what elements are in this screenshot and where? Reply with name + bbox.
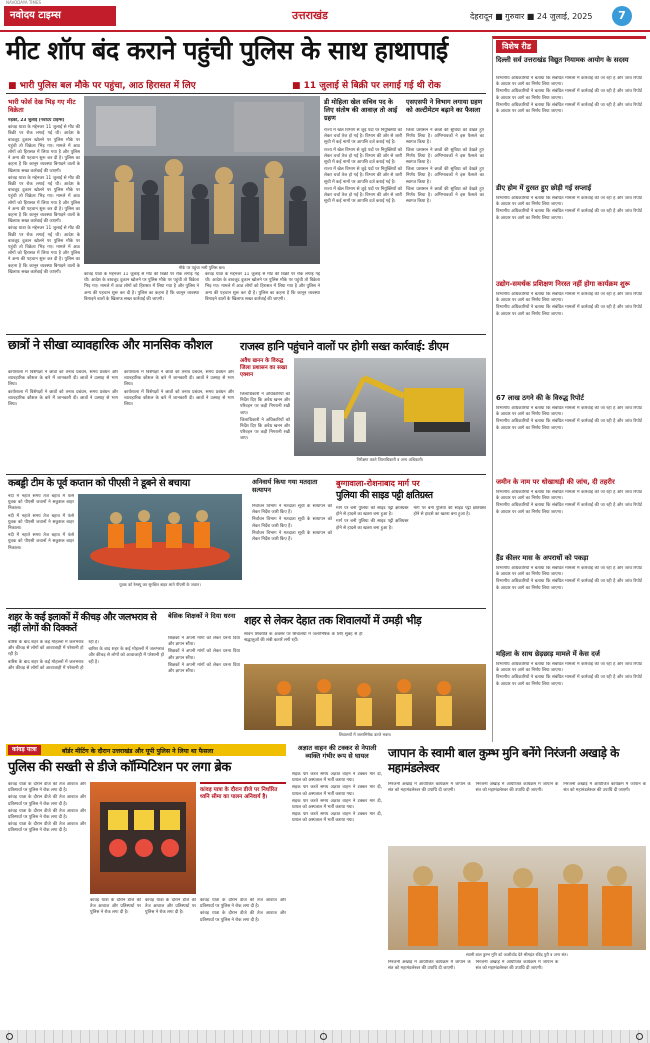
mandatory-headline: अनिवार्य किया गया मतदाता सत्यापन: [252, 478, 318, 494]
story-wages-body-text-2: राज्य में खेल विभाग से जुड़े पदों पर नियुक्तियों को लेकर चर्चा तेज हो गई है। विभाग की ओर से जारी सूची में कई नामों पर आपत्ति दर्ज कराई गई है।: [324, 147, 402, 166]
road-body-text-2: मार्ग पर बनी पुलिया की साइड पट्टी क्षतिग्रस्त होने से हादसे का खतरा बना हुआ है।: [336, 519, 409, 531]
mud-body-text: बारिश के बाद शहर के कई मोहल्लों में जलभराव और कीचड़ से लोगों को आवाजाही में परेशानी हो रही है।: [8, 640, 84, 658]
skills-body-text: कार्यशाला में विशेषज्ञों ने छात्रों को तनाव प्रबंधन, समय प्रबंधन और व्यावहारिक कौशल के बारे में जानकारी दी। छात्रों ने उत्साह से भाग लिया।: [8, 370, 118, 388]
lead-body-lower: [84, 272, 320, 332]
dj-headline: पुलिस की सख्ती से डीजे कॉम्पिटिशन पर लगा ब्रेक: [8, 760, 231, 775]
sidebar-body-4-text: विभागीय अधिकारियों ने बताया कि संबंधित मामलों में कार्रवाई की जा रही है और जांच रिपोर्ट के आधार पर आगे का निर्णय लिया जाएगा।: [496, 406, 642, 418]
sidebar-item5-headline: हैंड कीलर मास के अपराधों को पकड़ा: [496, 554, 589, 562]
lead-rule: [6, 93, 486, 94]
dm-body-text: जिलाधिकारी ने अधिकारियों को निर्देश दिए कि अवैध खनन और परिवहन पर कड़ी निगरानी रखी जाए।: [240, 392, 290, 416]
kumbh-body: [388, 782, 646, 842]
sidebar-body-6-text: विभागीय अधिकारियों ने बताया कि संबंधित मामलों में कार्रवाई की जा रही है और जांच रिपोर्ट के आधार पर आगे का निर्णय लिया जाएगा।: [496, 566, 642, 578]
sidebar-body-6: [496, 566, 642, 646]
skills-body: [8, 370, 234, 468]
sidebar-item4-headline: जमीन के नाम पर धोखाधड़ी की जांच, दी तहरीर: [496, 478, 615, 486]
masthead: [0, 0, 650, 32]
truck-headline: अज्ञात वाहन की टक्कर से नेपाली व्यक्ति गंभीर रूप से घायल: [297, 744, 377, 760]
registration-mark-left: [6, 1033, 13, 1040]
dj-body-right-text-2: कांवड़ यात्रा के दौरान डीजे की तेज आवाज और प्रतिस्पर्धा पर पुलिस ने रोक लगा दी है।: [200, 911, 286, 923]
road-kicker: बुग्गावाला-रोशनाबाद मार्ग पर: [336, 479, 420, 488]
story-students-headline: एसएसपी ने विभाग लगाया ग्रहण को अल्टीमेटम बढ़ाने का फैसला: [406, 98, 483, 114]
kumbh-body-text-2: निरंजनी अखाड़े में आयोजित कार्यक्रम में जापान के संत को महामंडलेश्वर की उपाधि दी जाएगी।: [475, 782, 559, 794]
lead-body-lower-text-2: कांवड़ यात्रा के मद्देनजर 11 जुलाई से मीट की बिक्री पर रोक लगाई गई थी। आदेश के बावजूद दुकान खोलने पर पुलिस मौके पर पहुंची तो विक्रेता भिड़ गए। मामले में आठ लोगों को हिरासत में लिया गया है और पुलिस ने अन्य की पहचान शुरू कर दी है। पुलिस का कहना है कि कानून व्यवस्था बिगाड़ने वालों के खिलाफ सख्त कार्रवाई की जाएगी।: [205, 272, 320, 302]
kabaddi-body-text-3: नदी में नहाते समय तेज बहाव में फंसे युवक को पीएसी जवानों ने सकुशल बाहर निकाला।: [8, 533, 74, 551]
mandatory-body: [252, 504, 332, 606]
dj-body: [8, 782, 86, 1022]
dm-photo-caption: निरीक्षण करते जिलाधिकारी व अन्य अधिकारी।: [356, 457, 424, 462]
story-students-body-text-2: जिला प्रशासन ने छात्रों की सुविधा को देखते हुए निर्णय लिया है। अभिभावकों ने इस फैसले का स्वागत किया है।: [406, 147, 484, 166]
sidebar-body-2-text: विभागीय अधिकारियों ने बताया कि संबंधित मामलों में कार्रवाई की जा रही है और जांच रिपोर्ट के आधार पर आगे का निर्णय लिया जाएगा।: [496, 196, 642, 208]
teachers-body-text-3: शिक्षकों ने अपनी मांगों को लेकर धरना दिया और ज्ञापन सौंपा।: [168, 662, 240, 675]
dj-body-right: [200, 898, 286, 1022]
truck-body-text: सड़क पार करते समय अज्ञात वाहन ने टक्कर मार दी, घायल को अस्पताल में भर्ती कराया गया।: [292, 772, 382, 784]
dj-body-text: कांवड़ यात्रा के दौरान डीजे की तेज आवाज और प्रतिस्पर्धा पर पुलिस ने रोक लगा दी है।: [8, 782, 86, 794]
lead-headline: मीट शॉप बंद कराने पहुंची पुलिस के साथ हाथापाई: [6, 36, 448, 65]
kumbh-photo: [388, 846, 646, 950]
excavator-graphic: [294, 358, 486, 456]
sidebar-body-1-text-2: विभागीय अधिकारियों ने बताया कि संबंधित मामलों में कार्रवाई की जा रही है और जांच रिपोर्ट के आधार पर आगे का निर्णय लिया जाएगा।: [496, 89, 642, 101]
lead-body-text-3: कांवड़ यात्रा के मद्देनजर 11 जुलाई से मीट की बिक्री पर रोक लगाई गई थी। आदेश के बावजूद दुकान खोलने पर पुलिस मौके पर पहुंची तो विक्रेता भिड़ गए। मामले में आठ लोगों को हिरासत में लिया गया है और पुलिस ने अन्य की पहचान शुरू कर दी है। पुलिस का कहना है कि कानून व्यवस्था बिगाड़ने वालों के खिलाफ सख्त कार्रवाई की जाएगी।: [8, 226, 80, 275]
sidebar-body-3-text: विभागीय अधिकारियों ने बताया कि संबंधित मामलों में कार्रवाई की जा रही है और जांच रिपोर्ट के आधार पर आगे का निर्णय लिया जाएगा।: [496, 292, 642, 304]
section-title: उत्तराखंड: [292, 9, 328, 22]
mud-headline: शहर के कई इलाकों में कीचड़ और जलभराव से नहीं लोगों की दिक्कतें: [8, 612, 157, 634]
dm-headline: राजस्व हानि पहुंचाने वालों पर होगी सख्त कार्रवाई: डीएम: [240, 340, 449, 353]
kabaddi-body-text-2: नदी में नहाते समय तेज बहाव में फंसे युवक को पीएसी जवानों ने सकुशल बाहर निकाला।: [8, 513, 74, 532]
mud-body: [8, 640, 164, 738]
story-wages-body-text-4: राज्य में खेल विभाग से जुड़े पदों पर नियुक्तियों को लेकर चर्चा तेज हो गई है। विभाग की ओर से जारी सूची में कई नामों पर आपत्ति दर्ज कराई गई है।: [324, 186, 402, 205]
road-body-text-3: मार्ग पर बनी पुलिया की साइड पट्टी क्षतिग्रस्त होने से हादसे का खतरा बना हुआ है।: [413, 506, 486, 518]
skills-body-text-3: कार्यशाला में विशेषज्ञों ने छात्रों को तनाव प्रबंधन, समय प्रबंधन और व्यावहारिक कौशल के बारे में जानकारी दी। छात्रों ने उत्साह से भाग लिया।: [124, 370, 234, 388]
dj-body-lower-text-2: कांवड़ यात्रा के दौरान डीजे की तेज आवाज और प्रतिस्पर्धा पर पुलिस ने रोक लगा दी है।: [145, 898, 196, 916]
kumbh-photo-caption: स्वामी बाल कुम्भ मुनि को आशीर्वाद देते श्रीमहंत रविंद्र पुरी व अन्य संत।: [466, 952, 568, 957]
lead-photo: [84, 96, 320, 264]
sidebar-item2-headline: उद्योग-समर्थक प्रशिक्षण निरस्त नहीं होगा कार्यक्रम शुरू: [496, 280, 630, 288]
divider-2: [6, 474, 486, 475]
sidebar-body-2: [496, 196, 642, 276]
kanwar-pill: कांवड़ यात्रा: [8, 745, 41, 755]
teachers-body: [168, 636, 240, 738]
skills-body-text-2: कार्यशाला में विशेषज्ञों ने छात्रों को तनाव प्रबंधन, समय प्रबंधन और व्यावहारिक कौशल के बारे में जानकारी दी। छात्रों ने उत्साह से भाग लिया।: [8, 389, 118, 408]
page-number: 7: [612, 6, 632, 26]
lead-subhead-left: ■ भारी पुलिस बल मौके पर पहुंचा, आठ हिरासत में लिए: [8, 81, 196, 91]
lead-kicker: भारी फोर्स देख भिड़ गए मीट विक्रेता: [8, 98, 76, 114]
teachers-headline: बेसिक शिक्षकों ने दिया धरना: [168, 612, 236, 620]
dm-kicker: अवैध खनन के विरुद्ध जिला प्रशासन का सख्त एक्शन: [240, 358, 288, 378]
kumbh-headline: जापान के स्वामी बाल कुम्भ मुनि बनेंगे निरंजनी अखाड़े के महामंडलेश्वर: [388, 746, 619, 775]
dj-body-text-3: कांवड़ यात्रा के दौरान डीजे की तेज आवाज और प्रतिस्पर्धा पर पुलिस ने रोक लगा दी है।: [8, 808, 86, 821]
kumbh-body-lower: [388, 960, 646, 1024]
sidebar-body-1-text-3: विभागीय अधिकारियों ने बताया कि संबंधित मामलों में कार्रवाई की जा रही है और जांच रिपोर्ट के आधार पर आगे का निर्णय लिया जाएगा।: [496, 102, 642, 115]
kumbh-body-text-3: निरंजनी अखाड़े में आयोजित कार्यक्रम में जापान के संत को महामंडलेश्वर की उपाधि दी जाएगी।: [563, 782, 646, 794]
dj-quote: कांवड़ यात्रा के दौरान डीजे पर निर्धारित ध्वनि सीमा का पालन अनिवार्य है।: [200, 782, 286, 892]
kumbh-body-lower-text-2: निरंजनी अखाड़े में आयोजित कार्यक्रम में जापान के संत को महामंडलेश्वर की उपाधि दी जाएगी।: [475, 960, 559, 972]
sidebar-body-4-text-2: विभागीय अधिकारियों ने बताया कि संबंधित मामलों में कार्रवाई की जा रही है और जांच रिपोर्ट के आधार पर आगे का निर्णय लिया जाएगा।: [496, 419, 642, 431]
sidebar-item6-headline: महिला के साथ छेड़छाड़ मामले में केस दर्ज: [496, 650, 600, 658]
story-students-body: [406, 128, 484, 328]
registration-mark-center: [320, 1033, 327, 1040]
divider-3: [6, 608, 486, 609]
kabaddi-photo-caption: युवक को रेस्क्यू कर सुरक्षित बाहर लाते पीएसी के जवान।: [119, 582, 201, 587]
sidebar-body-1: [496, 76, 642, 180]
shivalaya-photo-caption: शिवालयों में जलाभिषेक करते भक्त।: [338, 732, 392, 737]
dm-body-text-2: जिलाधिकारी ने अधिकारियों को निर्देश दिए कि अवैध खनन और परिवहन पर कड़ी निगरानी रखी जाए।: [240, 417, 290, 442]
story-wages-body: [324, 128, 402, 328]
road-body: [336, 506, 486, 606]
sidebar-body-5: [496, 490, 642, 550]
sidebar-body-4: [496, 406, 642, 476]
story-students-body-text-3: जिला प्रशासन ने छात्रों की सुविधा को देखते हुए निर्णय लिया है। अभिभावकों ने इस फैसले का स्वागत किया है।: [406, 167, 484, 185]
shivalaya-headline: शहर से लेकर देहात तक शिवालयों में उमड़ी भीड़: [244, 614, 422, 627]
sidebar-body-3: [496, 292, 642, 392]
sidebar-body-1-text: विभागीय अधिकारियों ने बताया कि संबंधित मामलों में कार्रवाई की जा रही है और जांच रिपोर्ट के आधार पर आगे का निर्णय लिया जाएगा।: [496, 76, 642, 88]
lead-body-text-2: कांवड़ यात्रा के मद्देनजर 11 जुलाई से मीट की बिक्री पर रोक लगाई गई थी। आदेश के बावजूद दुकान खोलने पर पुलिस मौके पर पहुंची तो विक्रेता भिड़ गए। मामले में आठ लोगों को हिरासत में लिया गया है और पुलिस ने अन्य की पहचान शुरू कर दी है। पुलिस का कहना है कि कानून व्यवस्था बिगाड़ने वालों के खिलाफ सख्त कार्रवाई की जाएगी।: [8, 175, 80, 225]
mud-body-text-2: बारिश के बाद शहर के कई मोहल्लों में जलभराव और कीचड़ से लोगों को आवाजाही में परेशानी हो रही है।: [8, 640, 99, 671]
mud-body-text-3: बारिश के बाद शहर के कई मोहल्लों में जलभराव और कीचड़ से लोगों को आवाजाही में परेशानी हो रही है।: [88, 647, 164, 665]
sidebar-label: विशेष रीड: [496, 40, 537, 53]
kanwar-band-text: बॉर्डर मीटिंग के दौरान उत्तराखंड और यूपी पुलिस ने लिया था फैसला: [62, 748, 214, 755]
dj-body-lower: [90, 898, 196, 1022]
shivalaya-photo: [244, 664, 486, 730]
story-wages-body-text-3: राज्य में खेल विभाग से जुड़े पदों पर नियुक्तियों को लेकर चर्चा तेज हो गई है। विभाग की ओर से जारी सूची में कई नामों पर आपत्ति दर्ज कराई गई है।: [324, 167, 402, 185]
dm-photo: [294, 358, 486, 456]
teachers-body-text-2: शिक्षकों ने अपनी मांगों को लेकर धरना दिया और ज्ञापन सौंपा।: [168, 649, 240, 661]
dj-body-text-2: कांवड़ यात्रा के दौरान डीजे की तेज आवाज और प्रतिस्पर्धा पर पुलिस ने रोक लगा दी है।: [8, 795, 86, 807]
registration-mark-right: [636, 1033, 643, 1040]
paper-logo: नवोदय टाइम्स: [4, 6, 116, 26]
mandatory-body-text-3: निर्वाचन विभाग ने मतदाता सूची के सत्यापन को लेकर निर्देश जारी किए हैं।: [252, 530, 332, 543]
shivalaya-body-text: सावन शिवरात्रि के अवसर पर शिवालयों में जलाभिषेक के लिए सुबह से ही श्रद्धालुओं की लंबी कतारें लगी रहीं।: [244, 632, 363, 644]
sidebar-item3-headline: 67 लाख ठगने की के विरुद्ध रिपोर्ट: [496, 394, 584, 402]
sidebar-body-5-text: विभागीय अधिकारियों ने बताया कि संबंधित मामलों में कार्रवाई की जा रही है और जांच रिपोर्ट के आधार पर आगे का निर्णय लिया जाएगा।: [496, 490, 642, 502]
kabaddi-photo: [78, 494, 242, 580]
dj-body-right-text: कांवड़ यात्रा के दौरान डीजे की तेज आवाज और प्रतिस्पर्धा पर पुलिस ने रोक लगा दी है।: [200, 898, 286, 910]
dj-body-lower-text: कांवड़ यात्रा के दौरान डीजे की तेज आवाज और प्रतिस्पर्धा पर पुलिस ने रोक लगा दी है।: [90, 898, 141, 916]
truck-body-text-3: सड़क पार करते समय अज्ञात वाहन ने टक्कर मार दी, घायल को अस्पताल में भर्ती कराया गया।: [292, 798, 382, 811]
skills-headline: छात्रों ने सीखा व्यावहारिक और मानसिक कौशल: [8, 337, 213, 352]
shivalaya-body: [244, 632, 486, 662]
teachers-body-text: शिक्षकों ने अपनी मांगों को लेकर धरना दिया और ज्ञापन सौंपा।: [168, 636, 240, 648]
kabaddi-body: [8, 494, 74, 606]
lead-dateline: रुड़की, 23 जुलाई (नवोदय टाइम्स): [8, 118, 65, 123]
divider-1: [6, 334, 486, 335]
lead-photo-caption: मौके पर पहुंचा भारी पुलिस बल।: [178, 265, 226, 270]
kumbh-body-text: निरंजनी अखाड़े में आयोजित कार्यक्रम में जापान के संत को महामंडलेश्वर की उपाधि दी जाएगी।: [388, 782, 471, 794]
rescue-boat-graphic: [78, 494, 242, 580]
truck-body-text-2: सड़क पार करते समय अज्ञात वाहन ने टक्कर मार दी, घायल को अस्पताल में भर्ती कराया गया।: [292, 785, 382, 797]
sidebar-item1-headline: डीए होम में दुरस्त हुए छोड़ी गई सप्लाई: [496, 184, 592, 192]
lead-body: [8, 118, 80, 330]
story-wages-headline: डी मोहिला खेल सचिव पद के लिए संतोष की आवाज़ तो आई ग्रहण: [324, 98, 398, 122]
mandatory-body-text: निर्वाचन विभाग ने मतदाता सूची के सत्यापन को लेकर निर्देश जारी किए हैं।: [252, 504, 332, 516]
dj-photo: [90, 782, 196, 894]
lead-body-text: कांवड़ यात्रा के मद्देनजर 11 जुलाई से मीट की बिक्री पर रोक लगाई गई थी। आदेश के बावजूद दुकान खोलने पर पुलिस मौके पर पहुंची तो विक्रेता भिड़ गए। मामले में आठ लोगों को हिरासत में लिया गया है और पुलिस ने अन्य की पहचान शुरू कर दी है। पुलिस का कहना है कि कानून व्यवस्था बिगाड़ने वालों के खिलाफ सख्त कार्रवाई की जाएगी।: [8, 125, 80, 174]
truck-body: [292, 772, 382, 1022]
story-students-body-text-4: जिला प्रशासन ने छात्रों की सुविधा को देखते हुए निर्णय लिया है। अभिभावकों ने इस फैसले का स्वागत किया है।: [406, 186, 484, 205]
sidebar-top-headline: दिल्ली सर्व उत्तराखंड विद्युत नियामक आयोग के सदस्य: [496, 56, 629, 64]
sidebar-body-7-text: विभागीय अधिकारियों ने बताया कि संबंधित मामलों में कार्रवाई की जा रही है और जांच रिपोर्ट के आधार पर आगे का निर्णय लिया जाएगा।: [496, 662, 642, 674]
sidebar-body-2-text-2: विभागीय अधिकारियों ने बताया कि संबंधित मामलों में कार्रवाई की जा रही है और जांच रिपोर्ट के आधार पर आगे का निर्णय लिया जाएगा।: [496, 209, 642, 221]
kumbh-body-lower-text: निरंजनी अखाड़े में आयोजित कार्यक्रम में जापान के संत को महामंडलेश्वर की उपाधि दी जाएगी।: [388, 960, 471, 972]
lead-subhead-right: ■ 11 जुलाई से बिक्री पर लगाई गई थी रोक: [292, 81, 441, 91]
issue-date: देहरादून ■ गुरुवार ■ 24 जुलाई, 2025: [470, 12, 593, 21]
dm-body: [240, 392, 290, 472]
mandatory-body-text-2: निर्वाचन विभाग ने मतदाता सूची के सत्यापन को लेकर निर्देश जारी किए हैं।: [252, 517, 332, 529]
skills-body-text-4: कार्यशाला में विशेषज्ञों ने छात्रों को तनाव प्रबंधन, समय प्रबंधन और व्यावहारिक कौशल के बारे में जानकारी दी। छात्रों ने उत्साह से भाग लिया।: [124, 389, 234, 408]
story-students-body-text: जिला प्रशासन ने छात्रों की सुविधा को देखते हुए निर्णय लिया है। अभिभावकों ने इस फैसले का स्वागत किया है।: [406, 128, 484, 146]
kabaddi-headline: कबड्डी टीम के पूर्व कप्तान को पीएसी ने डूबने से बचाया: [8, 478, 190, 489]
sidebar-body-6-text-2: विभागीय अधिकारियों ने बताया कि संबंधित मामलों में कार्रवाई की जा रही है और जांच रिपोर्ट के आधार पर आगे का निर्णय लिया जाएगा।: [496, 579, 642, 591]
temple-crowd-graphic: [244, 664, 486, 730]
dj-vehicle-graphic: [90, 782, 196, 894]
road-headline: पुलिया की साइड पट्टी क्षतिग्रस्त: [336, 490, 433, 501]
sidebar-body-7-text-2: विभागीय अधिकारियों ने बताया कि संबंधित मामलों में कार्रवाई की जा रही है और जांच रिपोर्ट के आधार पर आगे का निर्णय लिया जाएगा।: [496, 675, 642, 687]
paper-tagline: NAVODAYA TIMES: [6, 0, 42, 5]
saints-group-graphic: [388, 846, 646, 950]
road-body-text: मार्ग पर बनी पुलिया की साइड पट्टी क्षतिग्रस्त होने से हादसे का खतरा बना हुआ है।: [336, 506, 409, 518]
police-crowd-graphic: [84, 96, 320, 264]
lead-body-lower-text: कांवड़ यात्रा के मद्देनजर 11 जुलाई से मीट की बिक्री पर रोक लगाई गई थी। आदेश के बावजूद दुकान खोलने पर पुलिस मौके पर पहुंची तो विक्रेता भिड़ गए। मामले में आठ लोगों को हिरासत में लिया गया है और पुलिस ने अन्य की पहचान शुरू कर दी है। पुलिस का कहना है कि कानून व्यवस्था बिगाड़ने वालों के खिलाफ सख्त कार्रवाई की जाएगी।: [84, 272, 199, 302]
story-wages-body-text: राज्य में खेल विभाग से जुड़े पदों पर नियुक्तियों को लेकर चर्चा तेज हो गई है। विभाग की ओर से जारी सूची में कई नामों पर आपत्ति दर्ज कराई गई है।: [324, 128, 402, 146]
sidebar-body-3-text-2: विभागीय अधिकारियों ने बताया कि संबंधित मामलों में कार्रवाई की जा रही है और जांच रिपोर्ट के आधार पर आगे का निर्णय लिया जाएगा।: [496, 305, 642, 317]
truck-body-text-4: सड़क पार करते समय अज्ञात वाहन ने टक्कर मार दी, घायल को अस्पताल में भर्ती कराया गया।: [292, 812, 382, 824]
kabaddi-body-text: नदी में नहाते समय तेज बहाव में फंसे युवक को पीएसी जवानों ने सकुशल बाहर निकाला।: [8, 494, 74, 512]
sidebar-body-5-text-2: विभागीय अधिकारियों ने बताया कि संबंधित मामलों में कार्रवाई की जा रही है और जांच रिपोर्ट के आधार पर आगे का निर्णय लिया जाएगा।: [496, 503, 642, 515]
sidebar-body-7: [496, 662, 642, 740]
dj-body-text-4: कांवड़ यात्रा के दौरान डीजे की तेज आवाज और प्रतिस्पर्धा पर पुलिस ने रोक लगा दी है।: [8, 822, 86, 834]
